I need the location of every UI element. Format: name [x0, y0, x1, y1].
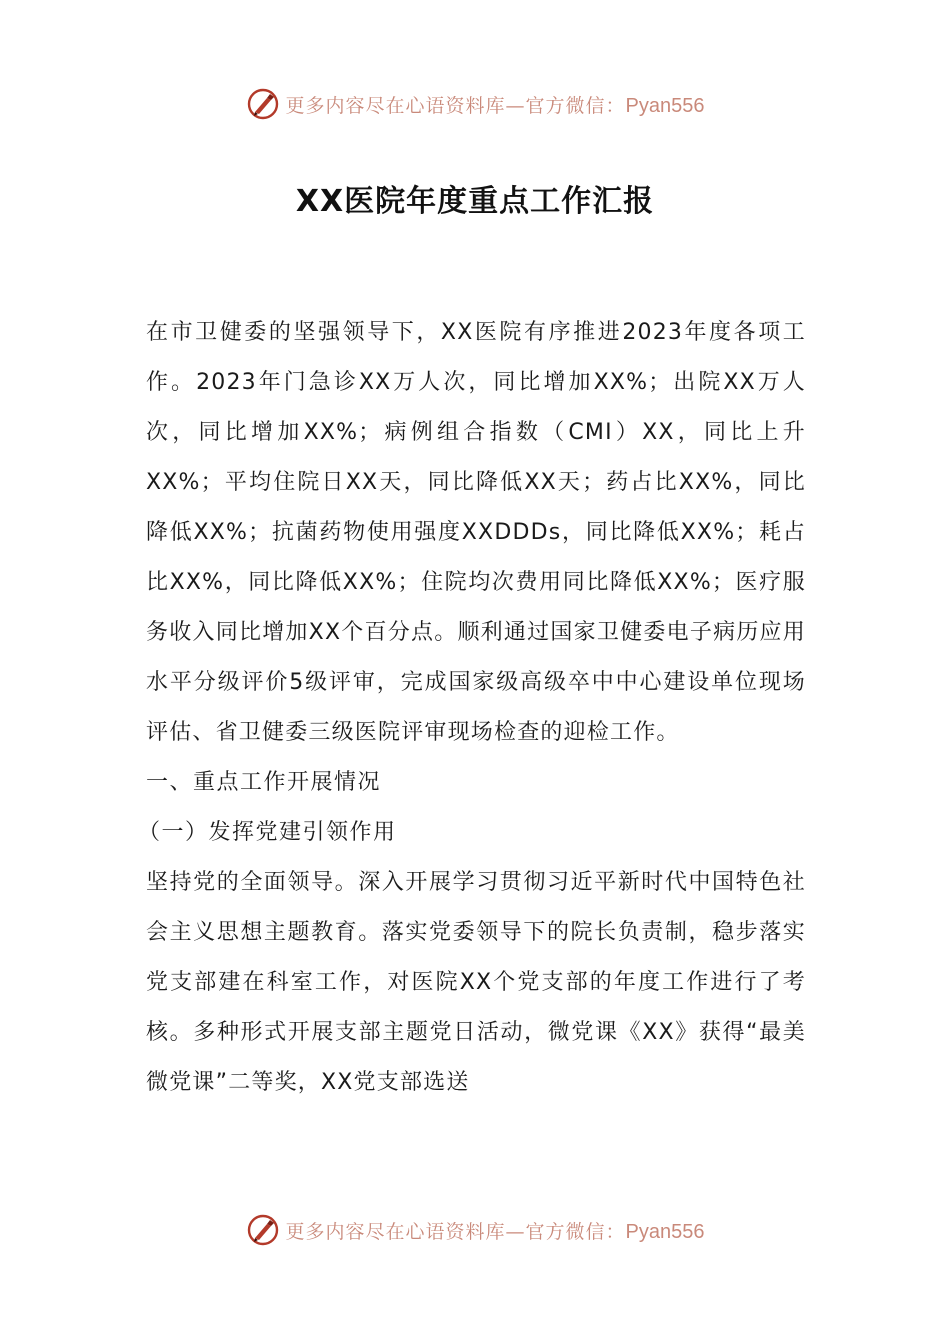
pen-logo-icon [246, 1213, 280, 1247]
watermark-wechat-id: Pyan556 [625, 94, 705, 117]
watermark-wechat-id: Pyan556 [625, 1220, 705, 1243]
document-body [138, 308, 806, 1108]
watermark-text: 更多内容尽在心语资料库—官方微信：Pyan556 [285, 94, 705, 117]
section-heading: 一、重点工作开展情况 [146, 770, 382, 795]
watermark-header [0, 84, 950, 124]
page-title: XX医院年度重点工作汇报 [295, 184, 655, 219]
intro-paragraph: 在市卫健委的坚强领导下，XX医院有序推进2023年度各项工作。2023年门急诊XX万人次，同比增加XX%；出院XX万人次，同比增加XX%；病例组合指数（CMI）XX，同比上升XX%；平均住院日XX天，同比降低XX天；药占比XX%，同比降低XX%；抗菌药物使用强度XXDDDs，同比降低XX%；耗占比XX%，同比降低XX%；住院均次费用同比降低XX%；医疗服务收入同比增加XX个百分点。顺利通过国家卫健委电子病历应用水平分级评价5级评审，完成国家级高级卒中中心建设单位现场评估、省卫健委三级医院评审现场检查的迎检工作。 [146, 320, 806, 745]
watermark-text: 更多内容尽在心语资料库—官方微信：Pyan556 [285, 1220, 705, 1243]
subsection-heading: （一）发挥党建引领作用 [138, 820, 397, 845]
subsection-paragraph: 坚持党的全面领导。深入开展学习贯彻习近平新时代中国特色社会主义思想主题教育。落实党委领导下的院长负责制，稳步落实党支部建在科室工作，对医院XX个党支部的年度工作进行了考核。多种形式开展支部主题党日活动，微党课《XX》获得“最美微党课”二等奖，XX党支部选送 [146, 870, 806, 1095]
watermark-footer [0, 1210, 950, 1250]
pen-logo-icon [246, 87, 280, 121]
